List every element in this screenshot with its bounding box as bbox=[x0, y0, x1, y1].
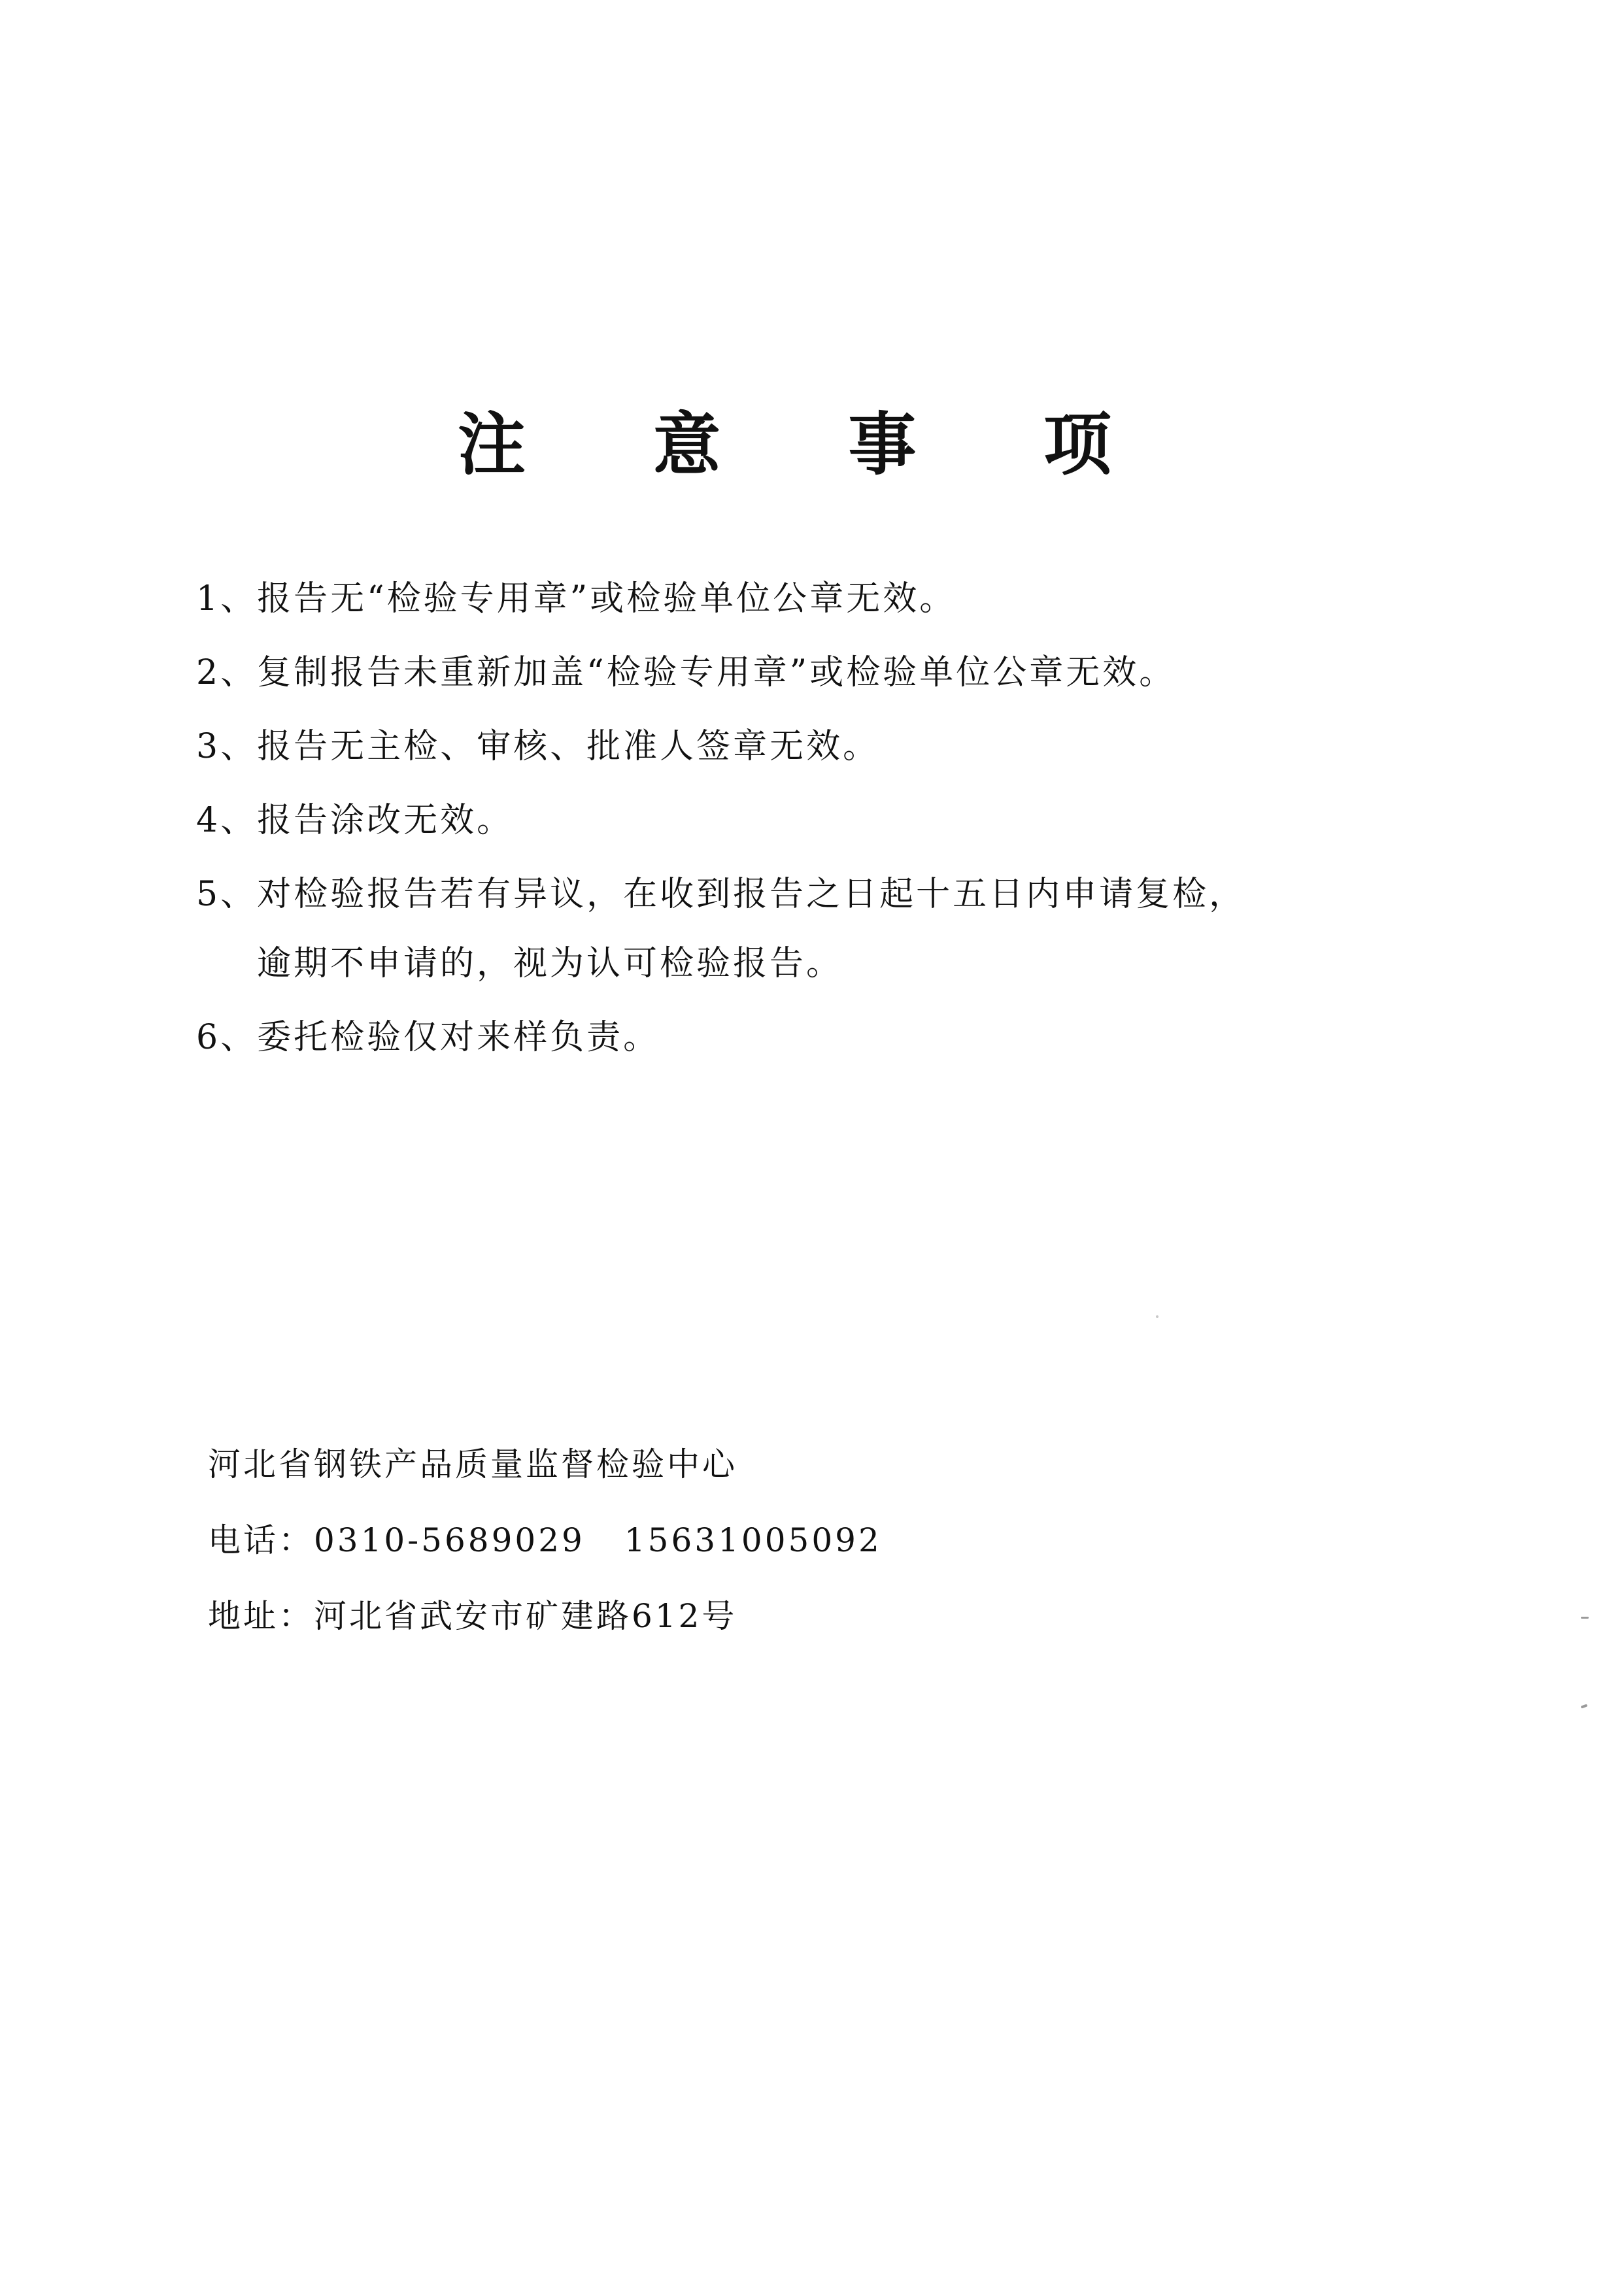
page-title bbox=[458, 402, 1111, 487]
title-char-2: 意 bbox=[652, 404, 721, 484]
scan-speck bbox=[1581, 1617, 1589, 1619]
organization-info bbox=[208, 1442, 1319, 1669]
phone-number-1: 0310-5689029 bbox=[314, 1521, 585, 1559]
title-char-1: 注 bbox=[458, 404, 526, 484]
scan-speck bbox=[1156, 1315, 1159, 1318]
scan-speck bbox=[1581, 1704, 1588, 1708]
organization-name: 河北省钢铁产品质量监督检验中心 bbox=[208, 1445, 737, 1483]
organization-address: 地址：河北省武安市矿建路612号 bbox=[208, 1597, 737, 1635]
notice-item-1: 1、报告无“检验专用章”或检验单位公章无效。 bbox=[196, 579, 956, 618]
notice-item-5: 5、对检验报告若有异议，在收到报告之日起十五日内申请复检， bbox=[196, 875, 1246, 914]
notice-item-3: 3、报告无主检、审核、批准人签章无效。 bbox=[196, 727, 880, 766]
organization-phone bbox=[208, 1517, 1319, 1563]
notice-item-2: 2、复制报告未重新加盖“检验专用章”或检验单位公章无效。 bbox=[196, 653, 1176, 692]
notice-item-5-continued: 逾期不申请的，视为认可检验报告。 bbox=[257, 944, 843, 983]
phone-label: 电话： bbox=[208, 1521, 314, 1559]
title-char-3: 事 bbox=[848, 404, 917, 484]
notice-item-4: 4、报告涂改无效。 bbox=[196, 801, 514, 840]
title-char-4: 项 bbox=[1043, 404, 1111, 484]
notice-item-6: 6、委托检验仅对来样负责。 bbox=[196, 1018, 660, 1057]
phone-number-2: 15631005092 bbox=[624, 1521, 882, 1559]
notice-list bbox=[196, 575, 1438, 1088]
